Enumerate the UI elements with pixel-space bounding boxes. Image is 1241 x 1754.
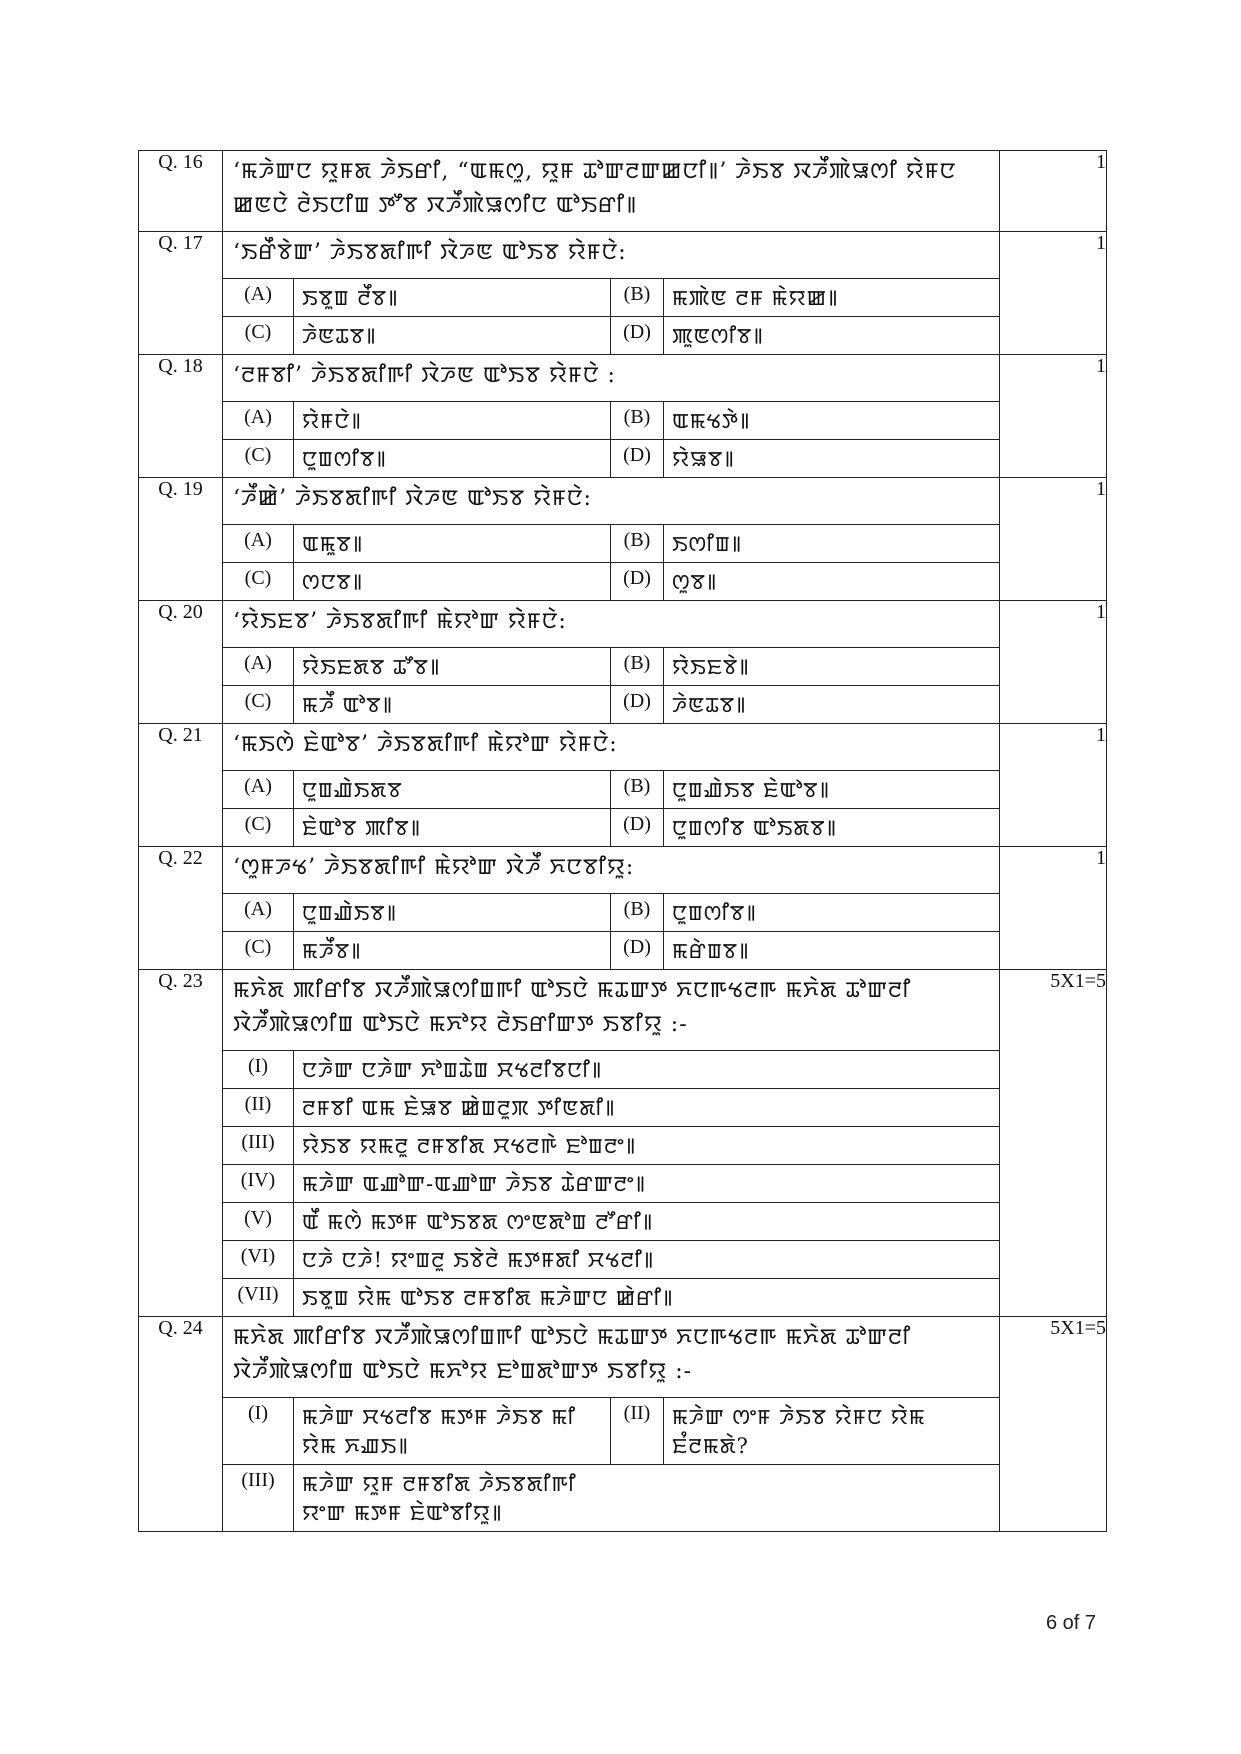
question-row [139,151,1107,232]
options-table [223,278,999,354]
question-marks: 1 [1000,601,1107,724]
sentence-label: (VII) [223,1279,294,1317]
sentence-text: ꯅꯍꯥ ꯅꯍꯥ! ꯌꯦꯡꯂꯨ ꯏꯕꯥꯂꯥ ꯃꯇꯝꯗꯤ ꯆꯠꯂꯤ꯫ [294,1241,1000,1279]
option-row [223,525,999,563]
option-row [223,648,999,686]
question-stem: ‘ꯏꯔꯩꯕꯥꯛ’ ꯍꯥꯏꯕꯗꯤꯒꯤ ꯋꯥꯍꯟ ꯑꯣꯏꯕ ꯌꯥꯝꯅꯥ: [233,240,627,265]
question-stem: ‘ꯍꯩꯀꯥ’ ꯍꯥꯏꯕꯗꯤꯒꯤ ꯋꯥꯍꯟ ꯑꯣꯏꯕ ꯌꯥꯝꯅꯥ: [233,486,592,511]
question-marks: 5X1=5 [1000,1317,1107,1532]
option-label: (C) [223,932,294,970]
question-table-body [139,151,1107,1532]
question-row [139,970,1107,1317]
options-table [223,524,999,600]
question-content [223,970,1000,1317]
question-stem: ‘ꯃꯍꯥꯛꯅ ꯌꯨꯝꯗ ꯍꯥꯏꯔꯤ, “ꯑꯃꯁꯨ, ꯌꯨꯝ ꯊꯣꯛꯂꯛꯀꯅꯤ꯫’ ꯍꯥꯏꯕ ꯋꯍꯩꯄꯥꯎꯁꯤ ꯌꯥꯝꯅ ꯀꯟꯅꯥ ꯂꯥꯏꯅꯤꯡ ꯇꯧꯕ ꯋꯍꯩꯄꯥꯎꯁꯤꯅ ꯑꯣꯏꯔꯤ꯫ [233,159,957,218]
option-label: (A) [223,771,294,809]
option-text: ꯌꯥꯏꯐꯕꯥ꯫ [664,648,1000,686]
question-content [223,478,1000,601]
question-number: Q. 20 [139,601,223,724]
option-text: ꯃꯍꯥꯛ ꯌꯨꯝ ꯂꯝꯕꯤꯗ ꯍꯥꯏꯕꯗꯤꯒꯤ ꯌꯦꯛ ꯃꯇꯝ ꯐꯥꯑꯣꯕꯤꯌꯨ꯫ [294,1465,611,1532]
question-row [139,478,1107,601]
option-label: (C) [223,686,294,724]
option-row [223,771,999,809]
question-stem: ꯃꯈꯥꯗ ꯄꯤꯔꯤꯕ ꯋꯍꯩꯄꯥꯎꯁꯤꯡꯒꯤ ꯑꯣꯏꯅꯥ ꯃꯊꯛꯇ ꯈꯅꯒꯠꯂꯒ ꯃꯈꯥꯗ ꯊꯣꯛꯂꯤ ꯋꯥꯍꯩꯄꯥꯎꯁꯤꯡ ꯑꯣꯏꯅꯥ ꯃꯈꯣꯌ ꯐꯣꯡꯗꯣꯛꯇ ꯏꯕꯤꯌꯨ :- [233,1325,912,1384]
option-label: (C) [223,317,294,355]
option-text: ꯌꯥꯏꯐꯗꯕ ꯊꯧꯕ꯫ [294,648,611,686]
option-label: (A) [223,894,294,932]
option-label: (A) [223,648,294,686]
question-content [223,601,1000,724]
question-stem: ‘ꯁꯨꯝꯍꯠ’ ꯍꯥꯏꯕꯗꯤꯒꯤ ꯃꯥꯌꯣꯛ ꯋꯥꯍꯩ ꯈꯅꯕꯤꯌꯨ: [233,855,635,880]
question-number: Q. 16 [139,151,223,232]
option-label: (II) [611,1398,664,1465]
question-marks: 5X1=5 [1000,970,1107,1317]
question-content [223,1317,1000,1532]
option-label: (B) [611,648,664,686]
option-row [223,317,999,355]
option-label: (I) [223,1398,294,1465]
option-row [223,809,999,847]
option-text: ꯌꯥꯎꯕ꯫ [664,440,1000,478]
option-text: ꯃꯍꯩꯕ꯫ [294,932,611,970]
option-label: (C) [223,440,294,478]
sentence-label: (VI) [223,1241,294,1279]
question-number: Q. 17 [139,232,223,355]
sentence-text: ꯅꯍꯥꯛ ꯅꯍꯥꯛ ꯈꯣꯡꯊꯥꯡ ꯆꯠꯂꯤꯕꯅꯤ꯫ [294,1051,1000,1089]
option-label: (D) [611,932,664,970]
option-text: ꯁꯅꯕ꯫ [294,563,611,601]
option-row [223,563,999,601]
question-stem: ‘ꯌꯥꯏꯐꯕ’ ꯍꯥꯏꯕꯗꯤꯒꯤ ꯃꯥꯌꯣꯛ ꯌꯥꯝꯅꯥ: [233,609,567,634]
question-marks: 1 [1000,847,1107,970]
sentence-text: ꯏꯕꯨꯡ ꯌꯥꯃ ꯑꯣꯏꯕ ꯂꯝꯕꯤꯗ ꯃꯍꯥꯛꯅ ꯀꯥꯔꯤ꯫ [294,1279,1000,1317]
page-number: 6 of 7 [1045,1612,1096,1634]
question-content [223,232,1000,355]
option-row [223,932,999,970]
option-label: (A) [223,525,294,563]
option-row [223,279,999,317]
option-row [223,402,999,440]
question-row [139,1317,1107,1532]
options-table [223,1397,999,1531]
option-text: ꯏꯕꯨꯡ ꯂꯩꯕ꯫ [294,279,611,317]
sentence-label: (III) [223,1127,294,1165]
question-table [138,150,1107,1532]
option-text: ꯅꯨꯡꯉꯥꯏꯗꯕ [294,771,611,809]
question-row [139,355,1107,478]
sentence-text: ꯃꯍꯥꯛ ꯑꯉꯣꯛ-ꯑꯉꯣꯛ ꯍꯥꯏꯕ ꯊꯥꯔꯛꯂꯦ꯫ [294,1165,1000,1203]
option-label: (B) [611,525,664,563]
options-table [223,770,999,846]
question-number: Q. 22 [139,847,223,970]
option-text: ꯑꯃꯨꯕ꯫ [294,525,611,563]
sentence-row [223,1051,999,1089]
question-stem: ‘ꯂꯝꯕꯤ’ ꯍꯥꯏꯕꯗꯤꯒꯤ ꯋꯥꯍꯟ ꯑꯣꯏꯕ ꯌꯥꯝꯅꯥ : [233,363,616,388]
option-text: ꯅꯨꯡꯁꯤꯕ꯫ [294,440,611,478]
option-text: ꯃꯔꯥꯡꯕ꯫ [664,932,1000,970]
option-text: ꯑꯃꯠꯇꯥ꯫ [664,402,1000,440]
option-text: ꯄꯨꯟꯁꯤꯕ꯫ [664,317,1000,355]
question-stem: ‘ꯃꯏꯁꯥ ꯐꯥꯑꯣꯕ’ ꯍꯥꯏꯕꯗꯤꯒꯤ ꯃꯥꯌꯣꯛ ꯌꯥꯝꯅꯥ: [233,732,618,757]
option-text: ꯅꯨꯡꯉꯥꯏꯕ꯫ [294,894,611,932]
options-table [223,893,999,969]
options-table [223,647,999,723]
option-text: ꯃꯍꯥꯛ ꯆꯠꯂꯤꯕ ꯃꯇꯝ ꯍꯥꯏꯕ ꯃꯤ ꯌꯥꯃ ꯈꯉꯏ꯫ [294,1398,611,1465]
sentence-label: (IV) [223,1165,294,1203]
sentence-label: (I) [223,1051,294,1089]
sentence-row [223,1127,999,1165]
option-label: (C) [223,809,294,847]
option-text: ꯃꯍꯥꯛ ꯁꯦꯝ ꯍꯥꯏꯕ ꯌꯥꯝꯅ ꯌꯥꯃ ꯐꯪꯂꯃꯗꯥ? [664,1398,1000,1465]
option-label: (C) [223,563,294,601]
question-content [223,355,1000,478]
question-stem: ꯃꯈꯥꯗ ꯄꯤꯔꯤꯕ ꯋꯍꯩꯄꯥꯎꯁꯤꯡꯒꯤ ꯑꯣꯏꯅꯥ ꯃꯊꯛꯇ ꯈꯅꯒꯠꯂꯒ ꯃꯈꯥꯗ ꯊꯣꯛꯂꯤ ꯋꯥꯍꯩꯄꯥꯎꯁꯤꯡ ꯑꯣꯏꯅꯥ ꯃꯈꯣꯌ ꯂꯥꯏꯔꯤꯛꯇ ꯏꯕꯤꯌꯨ :- [233,978,912,1037]
sentence-row [223,1241,999,1279]
sentence-text: ꯌꯥꯏꯕ ꯌꯃꯂꯨ ꯂꯝꯕꯤꯗ ꯆꯠꯂꯒꯥ ꯐꯣꯡꯂꯦ꯫ [294,1127,1000,1165]
sentence-row [223,1165,999,1203]
sentence-label: (V) [223,1203,294,1241]
option-label: (D) [611,317,664,355]
question-marks: 1 [1000,355,1107,478]
question-content [223,724,1000,847]
option-label: (D) [611,686,664,724]
option-label: (D) [611,440,664,478]
option-row [223,1398,999,1465]
option-text: ꯃꯍꯩ ꯑꯣꯕ꯫ [294,686,611,724]
option-text: ꯃꯄꯥꯟ ꯂꯝ ꯃꯥꯌꯀ꯫ [664,279,1000,317]
option-row [223,894,999,932]
option-text: ꯁꯨꯕ꯫ [664,563,1000,601]
option-label: (A) [223,279,294,317]
question-content [223,151,1000,232]
sentence-text: ꯑꯩ ꯃꯁꯥ ꯃꯇꯝ ꯑꯣꯏꯕꯗ ꯁꯦꯟꯗꯣꯡ ꯂꯧꯔꯤ꯫ [294,1203,1000,1241]
question-number: Q. 18 [139,355,223,478]
option-label: (D) [611,563,664,601]
question-number: Q. 23 [139,970,223,1317]
question-row [139,232,1107,355]
option-text: ꯐꯥꯑꯣꯕ ꯄꯤꯕ꯫ [294,809,611,847]
option-text: ꯅꯨꯡꯁꯤꯕ ꯑꯣꯏꯗꯕ꯫ [664,809,1000,847]
option-label: (B) [611,402,664,440]
question-row [139,601,1107,724]
question-marks: 1 [1000,724,1107,847]
question-content [223,847,1000,970]
question-row [139,847,1107,970]
option-label: (B) [611,894,664,932]
option-label: (B) [611,279,664,317]
sentence-row [223,1089,999,1127]
question-number: Q. 21 [139,724,223,847]
question-marks: 1 [1000,478,1107,601]
question-number: Q. 24 [139,1317,223,1532]
option-label: (D) [611,809,664,847]
question-marks: 1 [1000,232,1107,355]
option-label: (A) [223,402,294,440]
sentence-row [223,1279,999,1317]
option-text: ꯌꯥꯝꯅꯥ꯫ [294,402,611,440]
sentence-text: ꯂꯝꯕꯤ ꯑꯃ ꯐꯥꯎꯕ ꯀꯥꯡꯂꯨꯞ ꯇꯤꯟꯗꯤ꯫ [294,1089,1000,1127]
option-row [223,440,999,478]
question-number: Q. 19 [139,478,223,601]
option-text: ꯍꯥꯟꯊꯕ꯫ [664,686,1000,724]
option-label: (B) [611,771,664,809]
option-row [223,1465,999,1532]
option-text: ꯏꯁꯤꯡ꯫ [664,525,1000,563]
option-text: ꯅꯨꯡꯁꯤꯕ꯫ [664,894,1000,932]
option-text: ꯍꯥꯟꯊꯕ꯫ [294,317,611,355]
option-label: (III) [223,1465,294,1532]
option-row [223,686,999,724]
sentence-label: (II) [223,1089,294,1127]
question-row [139,724,1107,847]
sentence-row [223,1203,999,1241]
options-table [223,401,999,477]
question-marks: 1 [1000,151,1107,232]
option-text: ꯅꯨꯡꯉꯥꯏꯕ ꯐꯥꯑꯣꯕ꯫ [664,771,1000,809]
options-table [223,1050,999,1316]
